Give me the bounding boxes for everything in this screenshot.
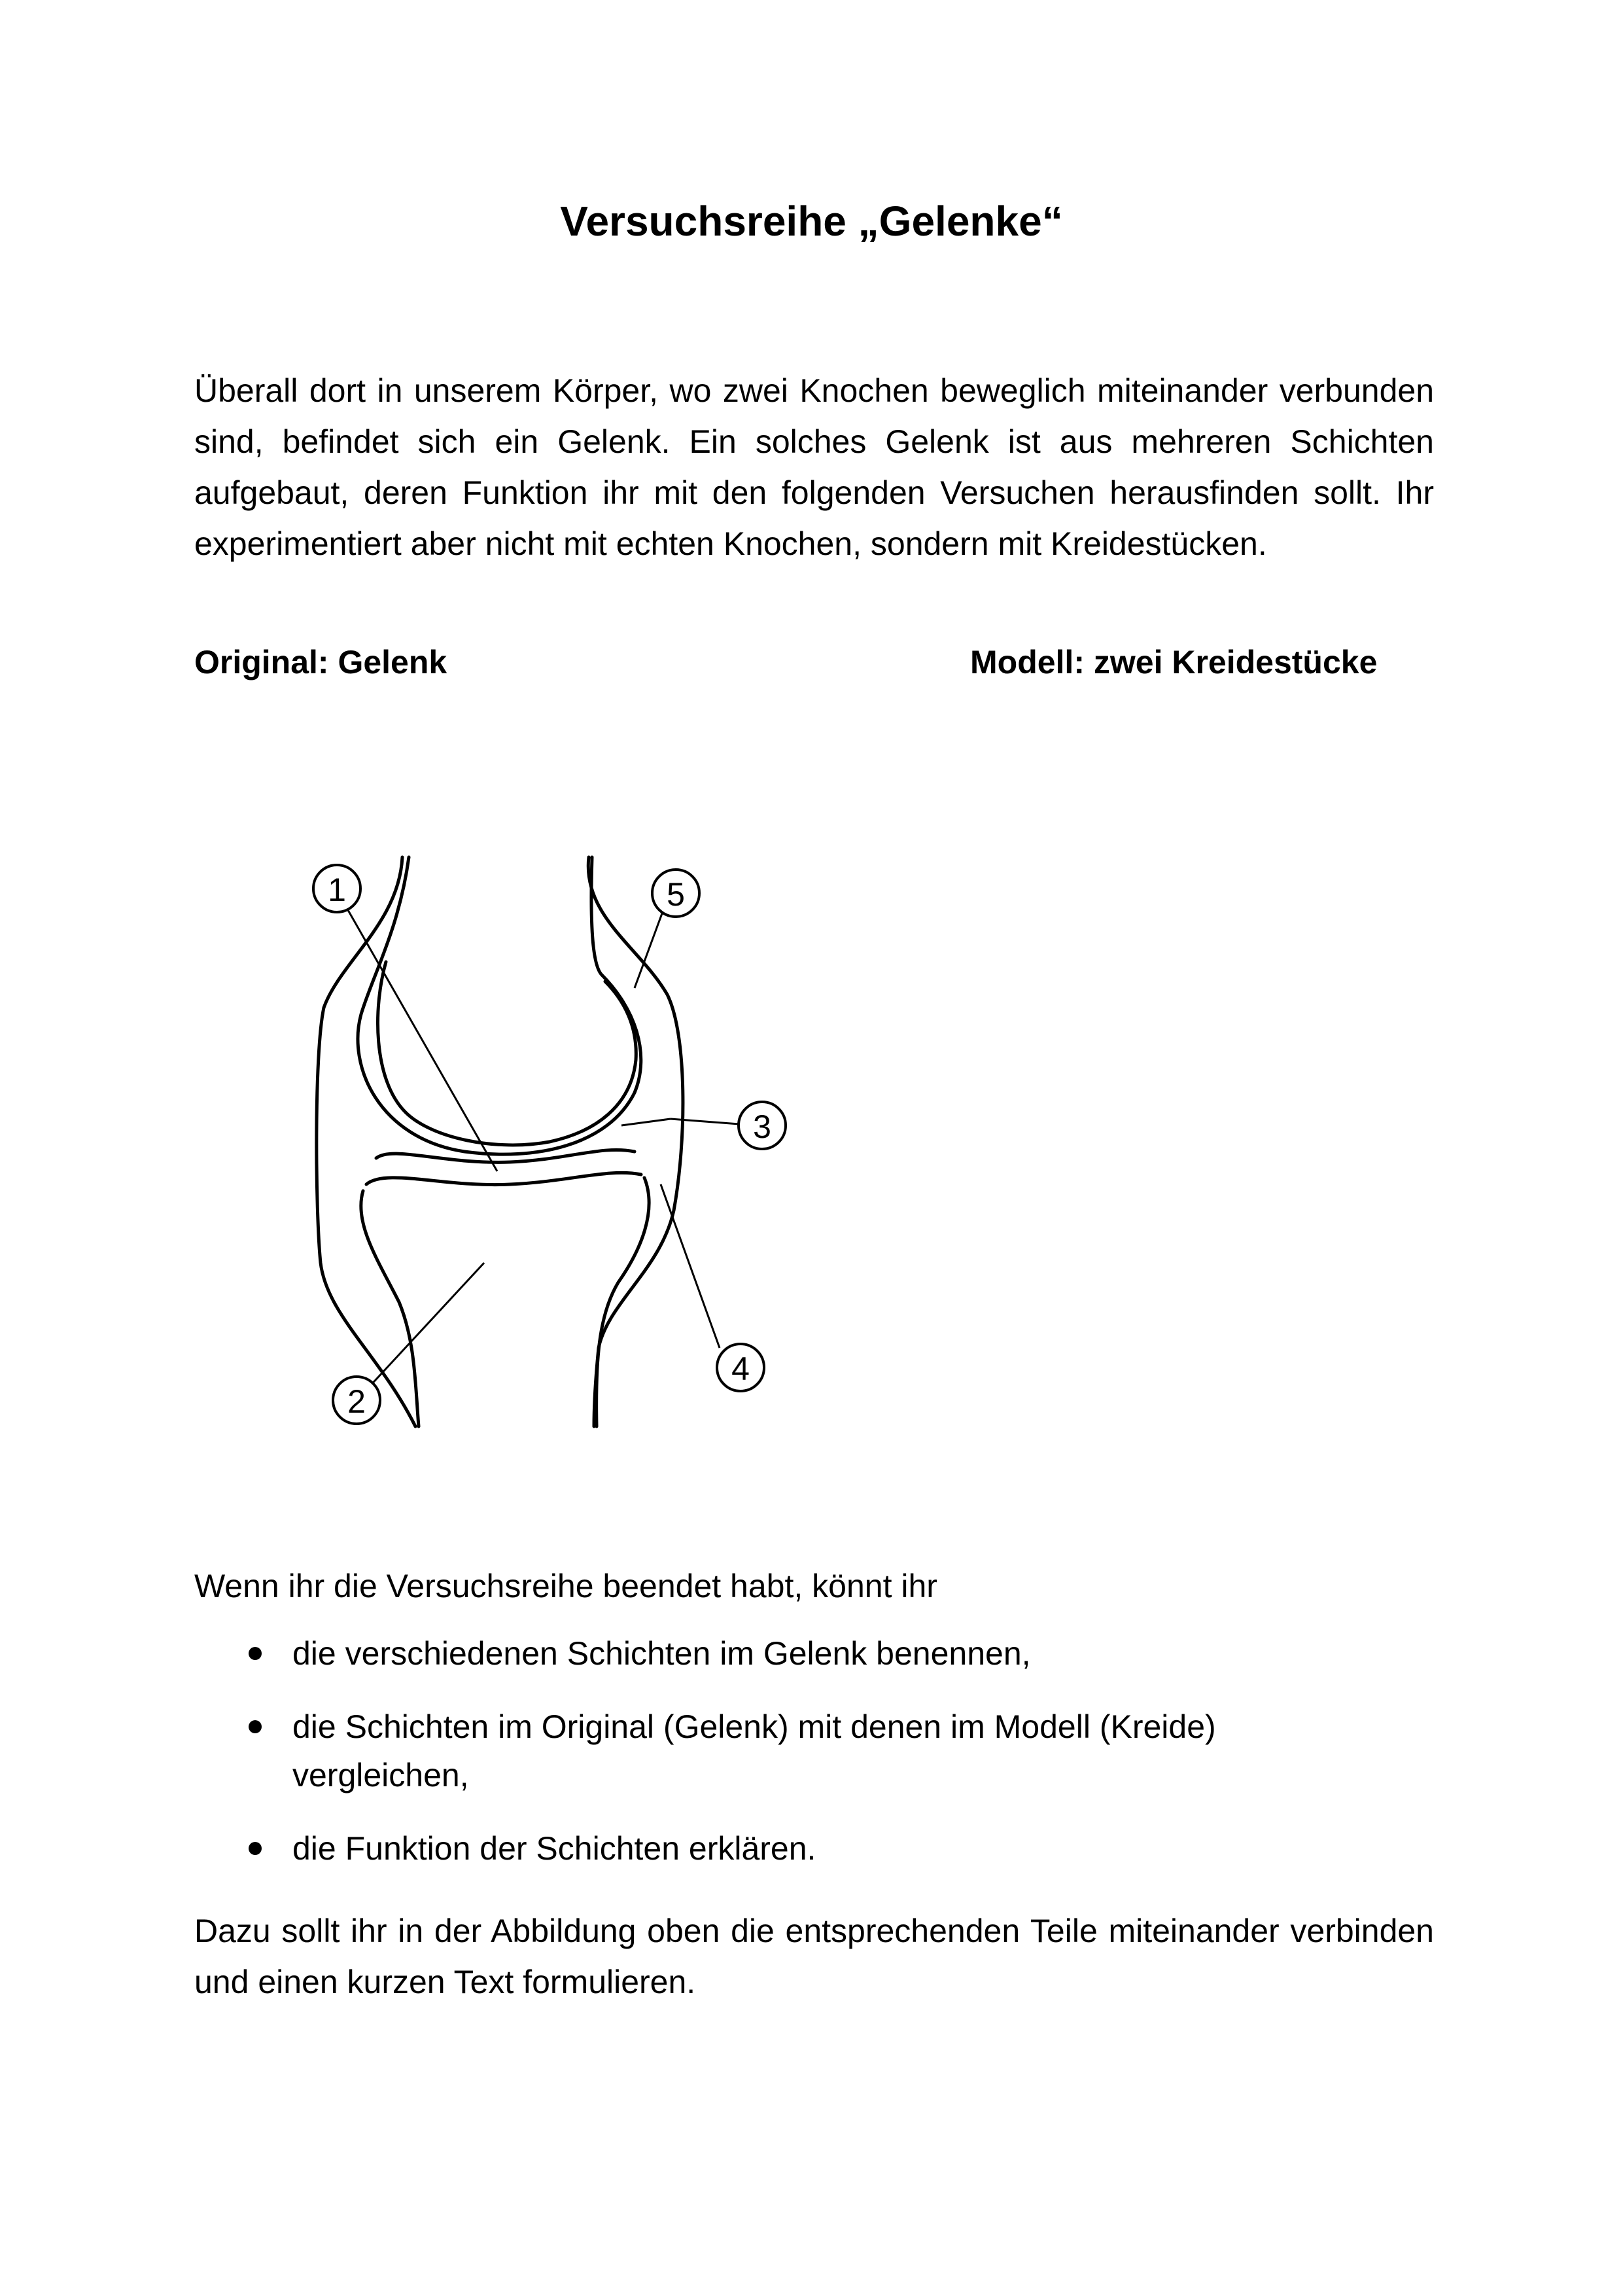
marker-1 (313, 865, 360, 912)
marker-3-number: 3 (753, 1108, 771, 1145)
marker-4 (717, 1344, 764, 1391)
model-label: Modell: zwei Kreidestücke (970, 644, 1378, 680)
marker-4-number: 4 (731, 1351, 750, 1387)
marker-5-number: 5 (667, 876, 685, 913)
task-paragraph: Dazu sollt ihr in der Abbildung oben die entsprechenden Teile miteinander verbinden und einen kurzen Text formulieren. (194, 1913, 1434, 2000)
leader-line-3 (621, 1119, 671, 1125)
marker-1-number: 1 (328, 872, 346, 908)
upper-cartilage-line (378, 962, 637, 1145)
marker-2 (333, 1377, 380, 1424)
outcome-item: die Funktion der Schichten erklären. (194, 1824, 1306, 1873)
marker-2-number: 2 (347, 1383, 366, 1420)
leader-line-1 (340, 896, 497, 1171)
lower-cartilage-top (366, 1173, 641, 1184)
page-title: Versuchsreihe „Gelenke“ (560, 198, 1063, 245)
leader-line-5 (635, 908, 664, 988)
marker-5 (652, 870, 699, 917)
leader-line-3-end (671, 1119, 739, 1124)
joint-capsule-right (588, 857, 683, 1426)
marker-3 (739, 1102, 786, 1149)
outcomes-list (194, 1629, 1306, 1898)
joint-diagram (301, 844, 798, 1446)
outcomes-intro: Wenn ihr die Versuchsreihe beendet habt, könnt ihr (194, 1568, 937, 1604)
upper-cartilage-bottom (376, 1150, 635, 1162)
outcome-item: die verschiedenen Schichten im Gelenk benennen, (194, 1629, 1306, 1678)
leader-line-4 (661, 1184, 720, 1348)
leader-line-2 (360, 1263, 484, 1397)
intro-paragraph: Überall dort in unserem Körper, wo zwei Knochen beweglich miteinander verbunden sind, befindet sich ein Gelenk. Ein solches Gelenk ist aus mehreren Schichten aufgebaut, deren Funktion ihr mit den folgenden Versuchen herausfinden sollt. Ihr experimentiert aber nicht mit echten Knochen, sondern mit Kreidestücken. (194, 372, 1434, 562)
original-label: Original: Gelenk (194, 644, 447, 680)
outcome-item: die Schichten im Original (Gelenk) mit denen im Modell (Kreide) vergleichen, (194, 1703, 1306, 1799)
